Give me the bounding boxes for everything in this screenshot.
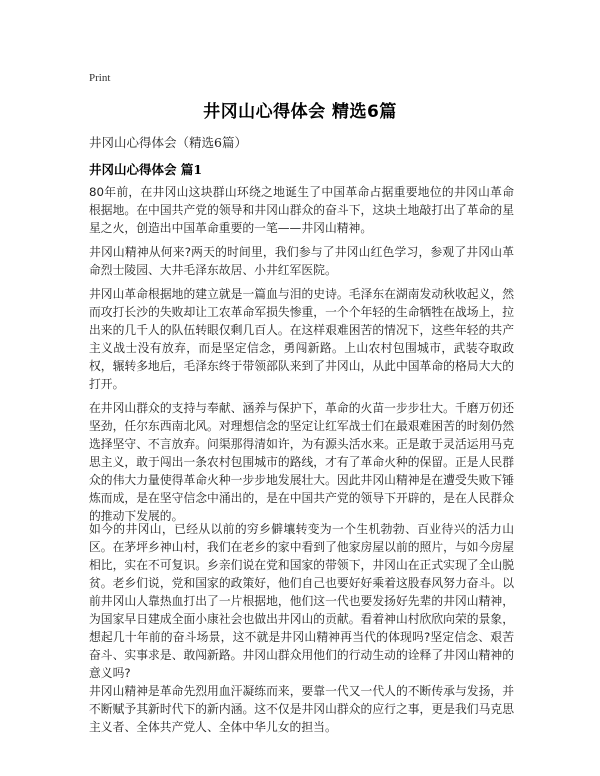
paragraph: 井冈山革命根据地的建立就是一篇血与泪的史诗。毛泽东在湖南发动秋收起义，然而攻打长沙的失败却让工农革命军损失惨重，一个个年轻的生命牺牲在战场上，拉出来的几千人的队伍转眼仅剩几百人。在这样艰难困苦的情况下，这些年轻的共产主义战士没有放弃，而是坚定信念，勇闯新路。上山农村包围城市，武装夺取政权，辗转多地后，毛泽东终于带领部队来到了井冈山，从此中国革命的格局大大的打开。 <box>89 287 514 391</box>
paragraph: 井冈山精神从何来?两天的时间里，我们参与了井冈山红色学习，参观了井冈山革命烈士陵园、大井毛泽东故居、小井红军医院。 <box>89 245 514 277</box>
paragraph: 在井冈山群众的支持与奉献、涵养与保护下，革命的火苗一步步壮大。千磨万仞还坚劲，任尔东西南北风。对理想信念的坚定让红军战士们在最艰难困苦的时刻仍然选择坚守、不言放弃。问渠那得清如许，为有源头活水来。正是敢于灵活运用马克思主义，敢于闯出一条农村包围城市的路线，才有了革命火种的保留。正是人民群众的伟大力量使得革命火种一步步地发展壮大。因此井冈山精神是在遭受失败下锤炼而成，是在坚守信念中涌出的，是在中国共产党的领导下开辟的，是在人民群众的推动下发展的。 <box>89 401 514 523</box>
paragraph: 井冈山精神是革命先烈用血汗凝练而来，要靠一代又一代人的不断传承与发扬，并不断赋予其新时代下的新内涵。这不仅是井冈山群众的应行之事，更是我们马克思主义者、全体共产党人、全体中华儿女的担当。 <box>89 684 514 734</box>
paragraph: 80年前，在井冈山这块群山环绕之地诞生了中国革命占据重要地位的井冈山革命根据地。在中国共产党的领导和井冈山群众的奋斗下，这块土地敲打出了革命的星星之火，创造出中国革命重要的一笔——井冈山精神。 <box>89 185 514 235</box>
page-title: 井冈山心得体会 精选6篇 <box>203 102 397 122</box>
section-heading: 井冈山心得体会 篇1 <box>89 162 203 177</box>
document-subtitle: 井冈山心得体会（精选6篇） <box>89 135 247 150</box>
paragraph: 如今的井冈山，已经从以前的穷乡僻壤转变为一个生机勃勃、百业待兴的活力山区。在茅坪乡神山村，我们在老乡的家中看到了他家房屋以前的照片，与如今房屋相比，实在不可复识。乡亲们说在党和国家的带领下，井冈山在正式实现了全山脱贫。老乡们说，党和国家的政策好，他们自己也要好好乘着这股春风努力奋斗。以前井冈山人靠热血打出了一片根据地，他们这一代也要发扬好先辈的井冈山精神，为国家早日建成全面小康社会也做出井冈山的贡献。看着神山村欣欣向荣的景象，想起几十年前的奋斗场景，这不就是井冈山精神再当代的体现吗?坚定信念、艰苦奋斗、实事求是、敢闯新路。井冈山群众用他们的行动生动的诠释了井冈山精神的意义吗? <box>89 522 514 680</box>
print-label: Print <box>89 72 111 84</box>
